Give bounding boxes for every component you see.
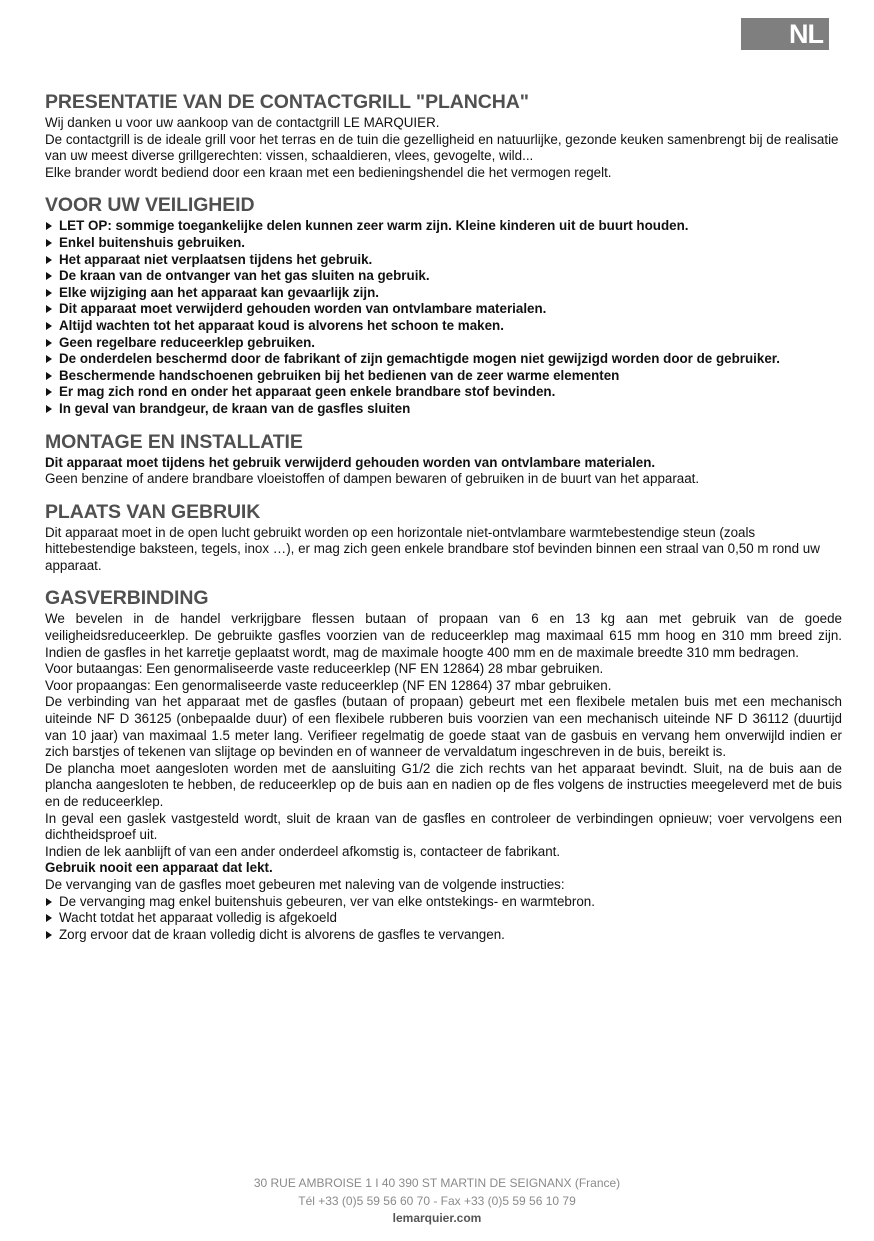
list-item: Elke wijziging aan het apparaat kan gevaarlijk zijn. (45, 285, 842, 302)
presentatie-line: Wij danken u voor uw aankoop van de contactgrill LE MARQUIER. (45, 115, 440, 130)
heading-montage: MONTAGE EN INSTALLATIE (45, 430, 303, 453)
gas-paragraph: In geval een gaslek vastgesteld wordt, sluit de kraan van de gasfles en controleer de verbindingen opnieuw; voer vervolgens een dichtheidsproef uit. (45, 810, 842, 843)
plaats-text: Dit apparaat moet in de open lucht gebruikt worden op een horizontale niet-ontvlambare warmtebestendige steun (zoals hittebestendige baksteen, tegels, inox …), er mag zich geen enkele brandbare stof bevinden binnen een straal van 0,50 m rond uw apparaat. (45, 524, 820, 573)
list-item: LET OP: sommige toegankelijke delen kunnen zeer warm zijn. Kleine kinderen uit de buurt houden. (45, 218, 842, 235)
list-item: Altijd wachten tot het apparaat koud is alvorens het schoon te maken. (45, 318, 842, 335)
safety-list (45, 218, 842, 417)
language-badge: NL (741, 18, 829, 50)
replacement-list (45, 894, 842, 944)
section-gasverbinding (45, 586, 842, 943)
page-footer (0, 1175, 874, 1228)
list-item: De kraan van de ontvanger van het gas sluiten na gebruik. (45, 268, 842, 285)
presentatie-line: De contactgrill is de ideale grill voor het terras en de tuin die gezelligheid en natuurlijke, gezonde keuken samenbrengt bij de realisatie van uw meest diverse grillgerechten: vissen, schaaldieren, vlees, gevogelte, wild... (45, 131, 839, 164)
document-body (45, 90, 842, 955)
gas-paragraph: De vervanging van de gasfles moet gebeuren met naleving van de volgende instructies: (45, 876, 565, 892)
list-item: Wacht totdat het apparaat volledig is afgekoeld (45, 910, 842, 927)
triangle-right-icon (46, 239, 52, 247)
heading-plaats: PLAATS VAN GEBRUIK (45, 500, 261, 523)
gas-paragraph: De plancha moet aangesloten worden met de aansluiting G1/2 die zich rechts van het apparaat bevindt. Sluit, na de buis aan de plancha aangesloten te hebben, de reduceerklep op de buis aan en nadien op de fles volgens de instructies meegeleverd met de buis en de reduceerklep. (45, 760, 842, 809)
triangle-right-icon (46, 355, 52, 363)
triangle-right-icon (46, 222, 52, 230)
triangle-right-icon (46, 339, 52, 347)
heading-veiligheid: VOOR UW VEILIGHEID (45, 194, 255, 217)
list-item: De onderdelen beschermd door de fabrikant of zijn gemachtigde mogen niet gewijzigd worden door de gebruiker. (45, 351, 842, 368)
triangle-right-icon (46, 931, 52, 939)
gas-paragraph: Voor butaangas: Een genormaliseerde vaste reduceerklep (NF EN 12864) 28 mbar gebruiken. (45, 661, 604, 677)
triangle-right-icon (46, 305, 52, 313)
triangle-right-icon (46, 289, 52, 297)
triangle-right-icon (46, 405, 52, 413)
footer-address: 30 RUE AMBROISE 1 I 40 390 ST MARTIN DE SEIGNANX (France) (253, 1176, 621, 1190)
list-item: Beschermende handschoenen gebruiken bij het bedienen van de zeer warme elementen (45, 368, 842, 385)
list-item: De vervanging mag enkel buitenshuis gebeuren, ver van elke ontstekings- en warmtebron. (45, 894, 842, 911)
gas-paragraph: Indien de lek aanblijft of van een ander onderdeel afkomstig is, contacteer de fabrikant. (45, 843, 561, 859)
list-item: Zorg ervoor dat de kraan volledig dicht is alvorens de gasfles te vervangen. (45, 927, 842, 944)
gas-warning: Gebruik nooit een apparaat dat lekt. (45, 860, 273, 876)
gas-paragraph: We bevelen in de handel verkrijgbare flessen butaan of propaan van 6 en 13 kg aan met gebruik van de goede veiligheidsreduceerklep. De gebruikte gasfles voorzien van de reduceerklep mag maximaal 615 mm hoog en 310 mm breed zijn. Indien de gasfles in het karretje geplaatst wordt, mag de maximale hoogte 400 mm en de maximale breedte 310 mm bedragen. (45, 611, 842, 660)
gas-paragraph: De verbinding van het apparaat met de gasfles (butaan of propaan) gebeurt met een flexibele metalen buis met een mechanisch uiteinde NF D 36125 (onbepaalde duur) of een flexibele rubberen buis voorzien van een mechanisch uiteinde NF D 36112 (duurtijd van 10 jaar) van maximaal 1.5 meter lang. Verifieer regelmatig de goede staat van de gasbuis en vervang hem onverwijld indien er zich barstjes of tekenen van slijtage op bevinden en of wanneer de vervaldatum ingeschreven in de buis, bereikt is. (45, 694, 842, 760)
heading-presentatie: PRESENTATIE VAN DE CONTACTGRILL "PLANCHA" (45, 91, 529, 113)
section-montage (45, 430, 842, 488)
montage-warning: Dit apparaat moet tijdens het gebruik verwijderd gehouden worden van ontvlambare materialen. (45, 454, 656, 470)
list-item: Er mag zich rond en onder het apparaat geen enkele brandbare stof bevinden. (45, 384, 842, 401)
section-veiligheid (45, 193, 842, 417)
section-presentatie (45, 90, 842, 181)
triangle-right-icon (46, 256, 52, 264)
list-item: Enkel buitenshuis gebruiken. (45, 235, 842, 252)
triangle-right-icon (46, 388, 52, 396)
montage-line: Geen benzine of andere brandbare vloeistoffen of dampen bewaren of gebruiken in de buurt van het apparaat. (45, 471, 700, 487)
footer-phone: Tél +33 (0)5 59 56 60 70 - Fax +33 (0)5 59 56 10 79 (298, 1193, 576, 1208)
list-item: Geen regelbare reduceerklep gebruiken. (45, 335, 842, 352)
triangle-right-icon (46, 372, 52, 380)
section-plaats (45, 500, 842, 575)
footer-website: lemarquier.com (392, 1211, 482, 1225)
list-item: Het apparaat niet verplaatsen tijdens het gebruik. (45, 252, 842, 269)
triangle-right-icon (46, 272, 52, 280)
triangle-right-icon (46, 914, 52, 922)
triangle-right-icon (46, 898, 52, 906)
triangle-right-icon (46, 322, 52, 330)
gas-paragraph: Voor propaangas: Een genormaliseerde vaste reduceerklep (NF EN 12864) 37 mbar gebruiken. (45, 677, 612, 693)
presentatie-line: Elke brander wordt bediend door een kraan met een bedieningshendel die het vermogen regelt. (45, 164, 612, 180)
list-item: In geval van brandgeur, de kraan van de gasfles sluiten (45, 401, 842, 418)
list-item: Dit apparaat moet verwijderd gehouden worden van ontvlambare materialen. (45, 301, 842, 318)
heading-gasverbinding: GASVERBINDING (45, 587, 209, 610)
